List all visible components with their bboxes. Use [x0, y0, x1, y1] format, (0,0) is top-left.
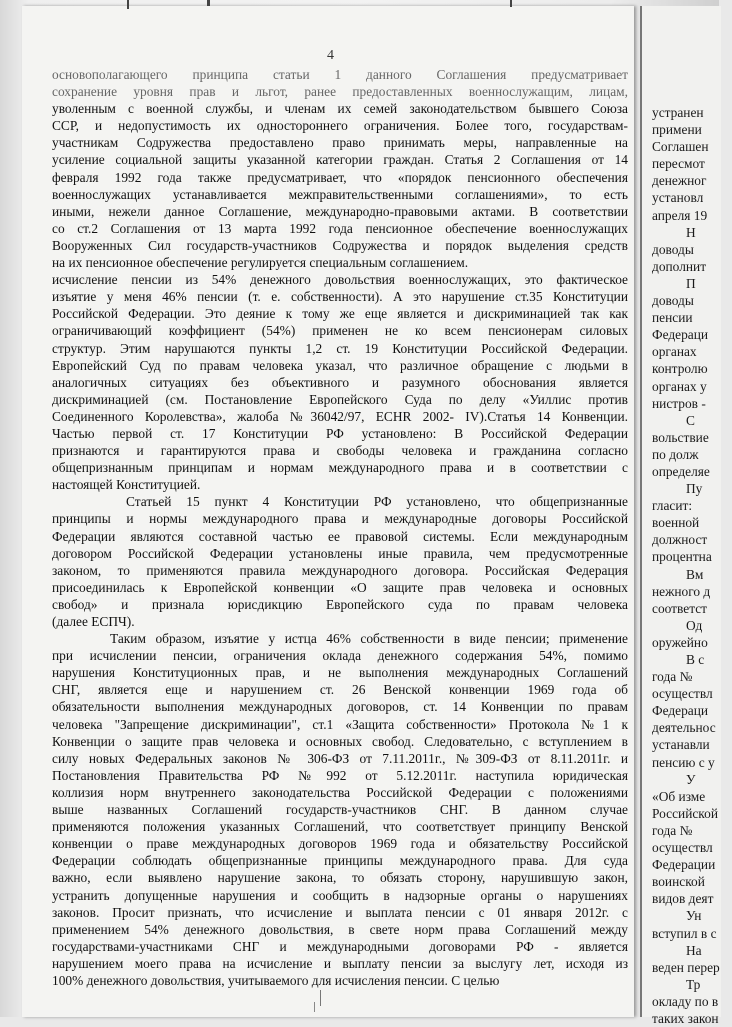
- scan-mark: [207, 0, 210, 6]
- scan-mark: [510, 0, 512, 7]
- adjacent-text-line: контролю: [652, 361, 708, 377]
- text-line: дискриминацией (см. Постановление Европейского Суда по делу «Уиллис против: [52, 391, 628, 407]
- adjacent-text-line: веден перер: [652, 959, 720, 975]
- text-line: общепризнанным принципам и нормам международного права и в соответствии с: [52, 460, 628, 476]
- text-line: 100% денежного довольствия, учитываемого для исчисления пенсии. С целью: [52, 972, 500, 988]
- adjacent-text-line: нежного д: [652, 583, 711, 599]
- text-line: Конвенции о защите прав человека и основных свобод. Следовательно, с вступлением в: [52, 733, 628, 749]
- adjacent-text-line: осуществл: [652, 686, 713, 702]
- page-number: 4: [327, 48, 334, 63]
- text-line: февраля 1992 года также предусматривает, что «порядок пенсионного обеспечения: [52, 169, 628, 185]
- text-line: на их пенсионное обеспечение регулируется специальным соглашением.: [52, 255, 469, 271]
- text-line: обязательности выполнения международных договоров, ст. 14 Конвенции по правам: [52, 699, 628, 715]
- scan-mark: [320, 990, 321, 1006]
- text-line: ограничивающий коэффициент (54%) применен не ко всем пенсионерам силовых: [52, 323, 628, 339]
- adjacent-text-line: Од: [686, 617, 703, 633]
- adjacent-text-line: пересмот: [652, 156, 705, 172]
- scan-mark: [127, 0, 129, 9]
- adjacent-text-line: органах: [652, 344, 697, 360]
- adjacent-text-line: определяе: [652, 463, 710, 479]
- adjacent-text-line: деятельнос: [652, 720, 716, 736]
- text-line: Статьей 15 пункт 4 Конституции РФ установлено, что общепризнанные: [126, 494, 628, 510]
- adjacent-text-line: устранен: [652, 105, 704, 120]
- text-line: военнослужащих устанавливается межправительственными соглашениями», то есть: [52, 186, 628, 202]
- adjacent-text-line: доводы: [652, 293, 694, 309]
- adjacent-text-line: Ун: [686, 908, 702, 924]
- text-line: применяются положения указанных Соглашений, что соответствует принципу Венской: [52, 819, 628, 835]
- text-line: государствами-участниками СНГ и международными договорами РФ - является: [52, 938, 628, 954]
- adjacent-text-line: «Об изме: [652, 788, 706, 804]
- text-line: Федерации соблюдать общепризнанные принципы международного права. Для суда: [52, 853, 628, 869]
- adjacent-text-line: примени: [652, 122, 702, 138]
- scan-mark: [314, 1002, 315, 1012]
- adjacent-text-line: нистров -: [652, 395, 706, 411]
- text-line: присоединилась к Европейской конвенции «О защите прав человека и основных: [52, 579, 628, 595]
- adjacent-text-line: На: [686, 942, 702, 958]
- adjacent-text-line: Вм: [686, 566, 704, 582]
- adjacent-text-line: доводы: [652, 241, 694, 257]
- adjacent-text-line: У: [686, 771, 696, 787]
- text-line: (далее ЕСПЧ).: [52, 614, 135, 629]
- text-line: Федерации являются составной частью ее правовой системы. Если международным: [52, 528, 628, 544]
- text-line: силу новых Федеральных законов № 306-ФЗ от 7.11.2011г., №309-ФЗ от 8.11.2011г. и: [52, 750, 628, 766]
- adjacent-text-line: С: [686, 412, 695, 428]
- adjacent-text-line: апреля 19: [652, 207, 708, 223]
- text-line: признаются и гарантируются права и свободы человека и гражданина согласно: [52, 443, 628, 459]
- adjacent-text-line: вступил в с: [652, 925, 717, 941]
- text-line: применением 54% денежного довольствия, в свете норм права Соглашений между: [52, 921, 628, 937]
- adjacent-text-line: денежног: [652, 173, 707, 189]
- adjacent-text-line: соответст: [652, 600, 708, 616]
- text-line: нарушения Конституционных прав, и не выполнения международных Соглашений: [52, 665, 628, 681]
- text-line: Российской Федерации. Это деяние к тому же еще является и дискриминацией так как: [52, 306, 628, 322]
- text-line: законов. Просит признать, что исчисление и выплата пенсии с 01 января 2012г. с: [52, 904, 628, 920]
- adjacent-page: [640, 6, 721, 1026]
- adjacent-text-line: органах у: [652, 378, 707, 394]
- adjacent-text-line: года №: [652, 822, 693, 838]
- text-line: нарушением моего права на исчисление и выплату пенсии за выслугу лет, исходя из: [52, 955, 628, 971]
- adjacent-text-line: В с: [686, 652, 705, 667]
- adjacent-text-line: Соглашен: [652, 139, 709, 155]
- adjacent-text-line: Пу: [686, 481, 703, 497]
- adjacent-page-text: [652, 104, 732, 1027]
- text-line: Частью первой ст. 17 Конституции РФ установлено: В Российской Федерации: [52, 425, 628, 441]
- text-line: при исчислении пенсии, ограничения оклада денежного содержания 54%, помимо: [52, 648, 628, 664]
- text-line: сохранение уровня прав и льгот, ранее предоставленных военнослужащим, лицам,: [52, 84, 628, 100]
- adjacent-text-line: видов деят: [652, 891, 714, 907]
- text-line: человека "Запрещение дискриминации", ст.1 «Защита собственности» Протокола №1 к: [52, 716, 628, 732]
- adjacent-text-line: осуществл: [652, 840, 713, 856]
- text-line: усиление социальной защиты указанной категории граждан. Статья 2 Соглашения от 14: [52, 152, 628, 168]
- adjacent-text-line: Тр: [686, 976, 701, 992]
- adjacent-text-line: процентна: [652, 549, 712, 565]
- text-line: Европейский Суд по правам человека указал, что различное обращение с людьми в: [52, 357, 628, 373]
- text-line: устранить допущенные нарушения и сообщить в надзорные органы о нарушениях: [52, 887, 628, 903]
- text-line: настоящей Конституцией.: [52, 477, 201, 493]
- adjacent-text-line: воинской: [652, 874, 705, 890]
- text-line: свобод» и признала юрисдикцию Европейского суда по правам человека: [52, 596, 628, 612]
- text-line: иными, нежели данное Соглашение, международно-правовыми актами. В соответствии: [52, 203, 628, 219]
- text-line: СНГ, является еще и нарушением ст. 26 Венской конвенции 1969 года об: [52, 682, 628, 698]
- adjacent-text-line: пенсии: [652, 310, 693, 326]
- adjacent-text-line: Российской: [652, 805, 718, 821]
- adjacent-text-line: Федераци: [652, 327, 709, 343]
- adjacent-text-line: П: [686, 275, 696, 291]
- text-line: исчисление пенсии из 54% денежного довольствия военнослужащих, это фактическое: [52, 272, 628, 288]
- page-body-text: [52, 66, 628, 989]
- text-line: ССР, и недопустимость их одностороннего ограничения. Более того, государствам-: [52, 118, 628, 134]
- adjacent-text-line: окладу по в: [652, 993, 719, 1009]
- adjacent-text-line: Н: [686, 224, 696, 240]
- adjacent-text-line: устанавли: [652, 737, 710, 753]
- adjacent-text-line: дополнит: [652, 258, 707, 274]
- adjacent-text-line: пенсию с у: [652, 754, 715, 770]
- text-line: Постановления Правительства РФ №992 от 5.12.2011г. наступила юридическая: [52, 767, 628, 783]
- text-line: изъятие у меня 46% пенсии (т. е. собственности). А это нарушение ст.35 Конституции: [52, 289, 628, 305]
- adjacent-text-line: должност: [652, 532, 708, 548]
- text-line: выше названных Соглашений государств-участников СНГ. В данном случае: [52, 802, 628, 818]
- text-line: уволенным с военной службы, и членам их семей законодательством бывшего Союза: [52, 101, 628, 117]
- text-line: основополагающего принципа статьи 1 данного Соглашения предусматривает: [52, 67, 628, 82]
- text-line: законом, то применяются правила международного договора. Российская Федерация: [52, 562, 628, 578]
- text-line: аналогичных ситуациях без объективного и разумного обоснования является: [52, 374, 628, 390]
- text-line: конвенции о праве международных договоров 1969 года и обязательству Российской: [52, 836, 628, 852]
- text-line: важно, если выявлено нарушение закона, то обязать сторону, нарушившую закон,: [52, 870, 628, 886]
- document-page: [22, 6, 634, 1017]
- adjacent-text-line: установл: [652, 190, 704, 206]
- text-line: Соединенного Королевства», жалоба №36042/97, ECHR 2002- IV).Статья 14 Конвенции.: [52, 408, 628, 424]
- text-line: коллизия норм внутреннего законодательства Российской Федерации с положениями: [52, 784, 628, 800]
- text-line: со ст.2 Соглашения от 13 марта 1992 года пенсионное обеспечение военнослужащих: [52, 220, 628, 236]
- adjacent-text-line: гласит:: [652, 498, 693, 514]
- adjacent-text-line: Федерации: [652, 857, 716, 873]
- text-line: договором Российской Федерации установлены иные правила, чем предусмотренные: [52, 545, 628, 561]
- adjacent-text-line: вольствие: [652, 429, 709, 445]
- text-line: структур. Этим нарушаются пункты 1,2 ст. 19 Конституции Российской Федерации.: [52, 340, 628, 356]
- text-line: Вооруженных Сил государств-участников Содружества и порядок выделения средств: [52, 237, 628, 253]
- adjacent-text-line: года №: [652, 669, 693, 685]
- adjacent-text-line: Федераци: [652, 703, 709, 719]
- text-line: принципы и нормы международного права и международные договоры Российской: [52, 511, 628, 527]
- adjacent-text-line: военной: [652, 515, 700, 531]
- text-line: Таким образом, изъятие у истца 46% собственности в виде пенсии; применение: [110, 631, 628, 647]
- adjacent-text-line: таких закон: [652, 1010, 719, 1026]
- adjacent-text-line: оружейно: [652, 634, 708, 650]
- text-line: участникам Содружества предоставлено право принимать меры, направленные на: [52, 135, 628, 151]
- adjacent-text-line: по долж: [652, 446, 699, 462]
